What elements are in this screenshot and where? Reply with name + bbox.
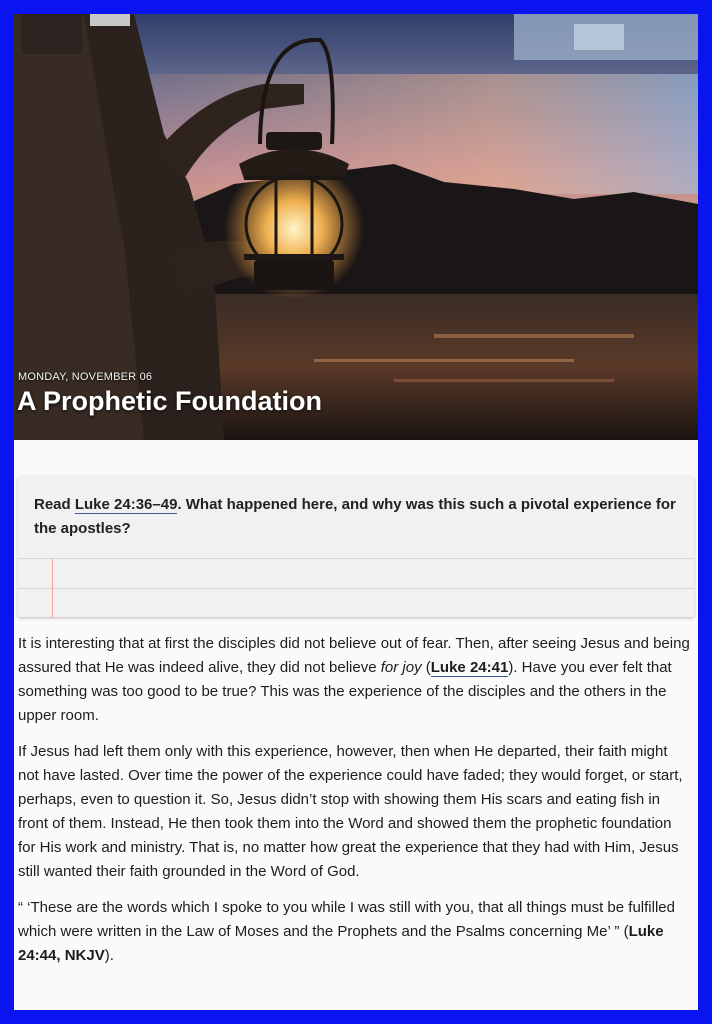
censor-pixels-left-2 xyxy=(90,14,130,26)
question-card xyxy=(18,476,694,617)
scripture-link-luke-24-44[interactable]: Luke 24:44, NKJV xyxy=(18,923,664,964)
question-body: . What happened here, and why was this such a pivotal experience for the apostles? xyxy=(34,496,676,537)
paragraph-1: It is interesting that at first the disciples did not believe out of fear. Then, after seeing Jesus and being assured that He was indeed alive, they did not believe for joy (Luke 24:41). Have you ever felt that something was too good to be true? This was the experience of the disciples and the others in the upper room. xyxy=(18,635,690,724)
paragraph-2: If Jesus had left them only with this experience, however, then when He departed, their faith might not have lasted. Over time the power of the experience could have faded; they would forget, or start, perhaps, even to question it. So, Jesus didn’t stop with showing them His scars and eating fish in front of them. Instead, He then took them into the Word and showed them the prophetic foundation for His work and ministry. That is, no matter how great the experience that they had with Him, Jesus still wanted their faith grounded in the Word of God. xyxy=(18,743,683,880)
paragraph-3: “ ‘These are the words which I spoke to you while I was still with you, that all things must be fulfilled which were written in the Law of Moses and the Prophets and the Psalms concerning Me’ ” (Luke 24:44, NKJV). xyxy=(18,899,675,964)
page-title: A Prophetic Foundation xyxy=(17,386,322,416)
scripture-link-luke-24-41[interactable]: Luke 24:41 xyxy=(430,659,509,676)
answer-margin-line xyxy=(52,559,53,618)
scripture-link-luke-24-36-49[interactable]: Luke 24:36–49 xyxy=(74,496,178,513)
censor-pixels-right-2 xyxy=(574,24,624,50)
emphasis-for-joy: for joy xyxy=(380,659,422,676)
answer-ruled-line xyxy=(18,588,694,589)
answer-input[interactable] xyxy=(18,558,694,618)
hero-banner xyxy=(14,14,698,440)
lesson-date: MONDAY, NOVEMBER 06 xyxy=(18,371,153,383)
page xyxy=(14,14,698,1010)
question-prefix: Read xyxy=(34,496,75,513)
lesson-body xyxy=(18,632,692,980)
censor-pixels-left xyxy=(22,14,82,54)
question-text xyxy=(34,493,679,541)
